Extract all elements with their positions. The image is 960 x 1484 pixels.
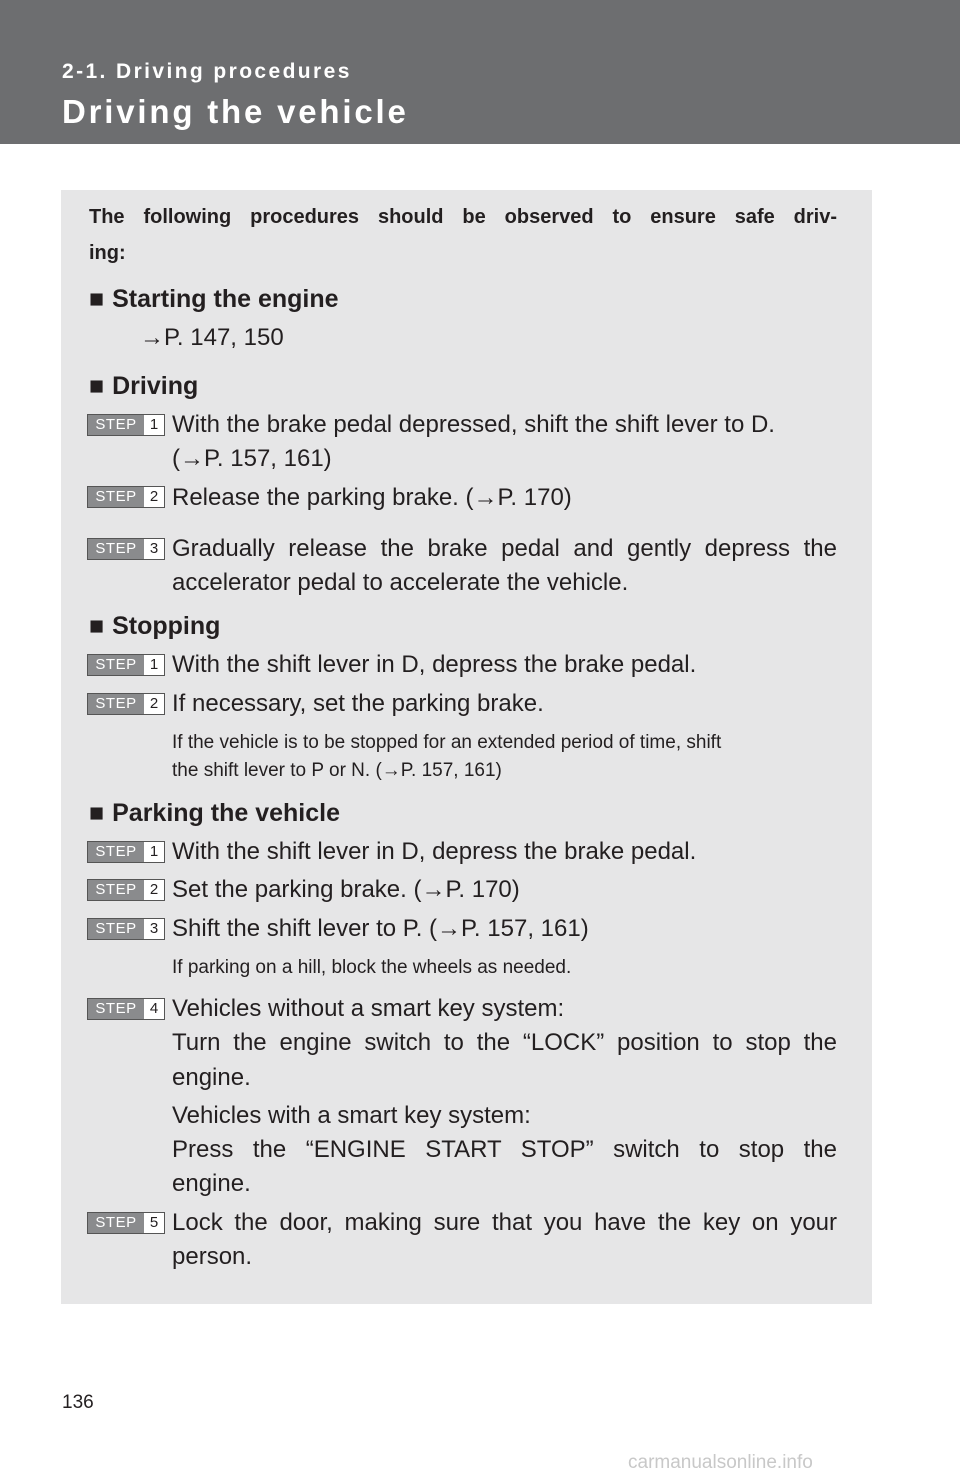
parking-step-3-text: Shift the shift lever to P. (→P. 157, 161) xyxy=(172,915,589,942)
bullet-square-icon: ■ xyxy=(89,799,105,827)
step-label: STEP xyxy=(88,655,144,675)
heading-stopping xyxy=(89,612,220,641)
step-number: 5 xyxy=(149,1214,159,1231)
step-badge-parking-3 xyxy=(87,918,165,940)
heading-starting-engine xyxy=(89,285,339,314)
driving-step-3-line-2: accelerator pedal to accelerate the vehicle. xyxy=(172,569,629,596)
page-title: Driving the vehicle xyxy=(62,93,409,130)
step-badge-parking-5 xyxy=(87,1212,165,1234)
intro-line-1: The following procedures should be observed to ensure safe driv- xyxy=(89,206,837,228)
page-number: 136 xyxy=(62,1392,94,1413)
step-label: STEP xyxy=(88,1213,144,1233)
step-badge-stopping-1 xyxy=(87,654,165,676)
heading-text: Driving xyxy=(112,372,199,400)
driving-step-2-text: Release the parking brake. (→P. 170) xyxy=(172,484,572,511)
step-label: STEP xyxy=(88,415,144,435)
step-label: STEP xyxy=(88,487,144,507)
heading-driving xyxy=(89,372,198,401)
bullet-square-icon: ■ xyxy=(89,285,105,313)
parking-step-2-text: Set the parking brake. (→P. 170) xyxy=(172,876,520,903)
driving-step-1-line-1: With the brake pedal depressed, shift the shift lever to D. xyxy=(172,411,775,438)
parking-step-4b-line-1: Press the “ENGINE START STOP” switch to stop the xyxy=(172,1136,837,1163)
stopping-note-line-1: If the vehicle is to be stopped for an extended period of time, shift xyxy=(172,732,722,753)
parking-step-4a-line-2: engine. xyxy=(172,1064,251,1091)
step-number: 1 xyxy=(149,843,159,860)
driving-step-1-line-2: (→P. 157, 161) xyxy=(172,445,332,472)
bullet-square-icon: ■ xyxy=(89,372,105,400)
bullet-square-icon: ■ xyxy=(89,612,105,640)
heading-parking xyxy=(89,799,340,828)
step-badge-parking-4 xyxy=(87,998,165,1020)
step-number: 2 xyxy=(149,695,159,712)
step-number: 1 xyxy=(149,656,159,673)
parking-note: If parking on a hill, block the wheels as needed. xyxy=(172,957,572,978)
step-badge-driving-2 xyxy=(87,486,165,508)
chapter-header xyxy=(0,0,960,144)
heading-text: Starting the engine xyxy=(112,285,339,313)
step-number: 3 xyxy=(149,540,159,557)
driving-step-3-line-1: Gradually release the brake pedal and gently depress the xyxy=(172,535,837,562)
stopping-step-1-text: With the shift lever in D, depress the brake pedal. xyxy=(172,651,697,678)
step-badge-parking-2 xyxy=(87,879,165,901)
heading-text: Parking the vehicle xyxy=(112,799,340,827)
step-badge-driving-1 xyxy=(87,414,165,436)
intro-line-2: ing: xyxy=(89,242,126,264)
watermark: carmanualsonline.info xyxy=(628,1452,813,1473)
heading-text: Stopping xyxy=(112,612,221,640)
stopping-step-2-text: If necessary, set the parking brake. xyxy=(172,690,544,717)
step-label: STEP xyxy=(88,842,144,862)
step-number: 2 xyxy=(149,881,159,898)
parking-step-1-text: With the shift lever in D, depress the brake pedal. xyxy=(172,838,697,865)
parking-step-4b-title: Vehicles with a smart key system: xyxy=(172,1102,531,1129)
parking-step-5-line-1: Lock the door, making sure that you have the key on your xyxy=(172,1209,837,1236)
step-number: 1 xyxy=(149,416,159,433)
step-number: 4 xyxy=(149,1000,159,1017)
step-number: 2 xyxy=(149,488,159,505)
step-label: STEP xyxy=(88,999,144,1019)
step-badge-driving-3 xyxy=(87,538,165,560)
parking-step-4a-title: Vehicles without a smart key system: xyxy=(172,995,565,1022)
parking-step-5-line-2: person. xyxy=(172,1243,253,1270)
step-badge-parking-1 xyxy=(87,841,165,863)
step-label: STEP xyxy=(88,539,144,559)
section-label: 2-1. Driving procedures xyxy=(62,60,352,83)
step-number: 3 xyxy=(149,920,159,937)
parking-step-4b-line-2: engine. xyxy=(172,1170,251,1197)
stopping-note-line-2: the shift lever to P or N. (→P. 157, 161) xyxy=(172,760,502,781)
step-badge-stopping-2 xyxy=(87,693,165,715)
parking-step-4a-line-1: Turn the engine switch to the “LOCK” position to stop the xyxy=(172,1029,837,1056)
starting-page-ref: →P. 147, 150 xyxy=(140,324,284,351)
step-label: STEP xyxy=(88,919,144,939)
step-label: STEP xyxy=(88,880,144,900)
step-label: STEP xyxy=(88,694,144,714)
